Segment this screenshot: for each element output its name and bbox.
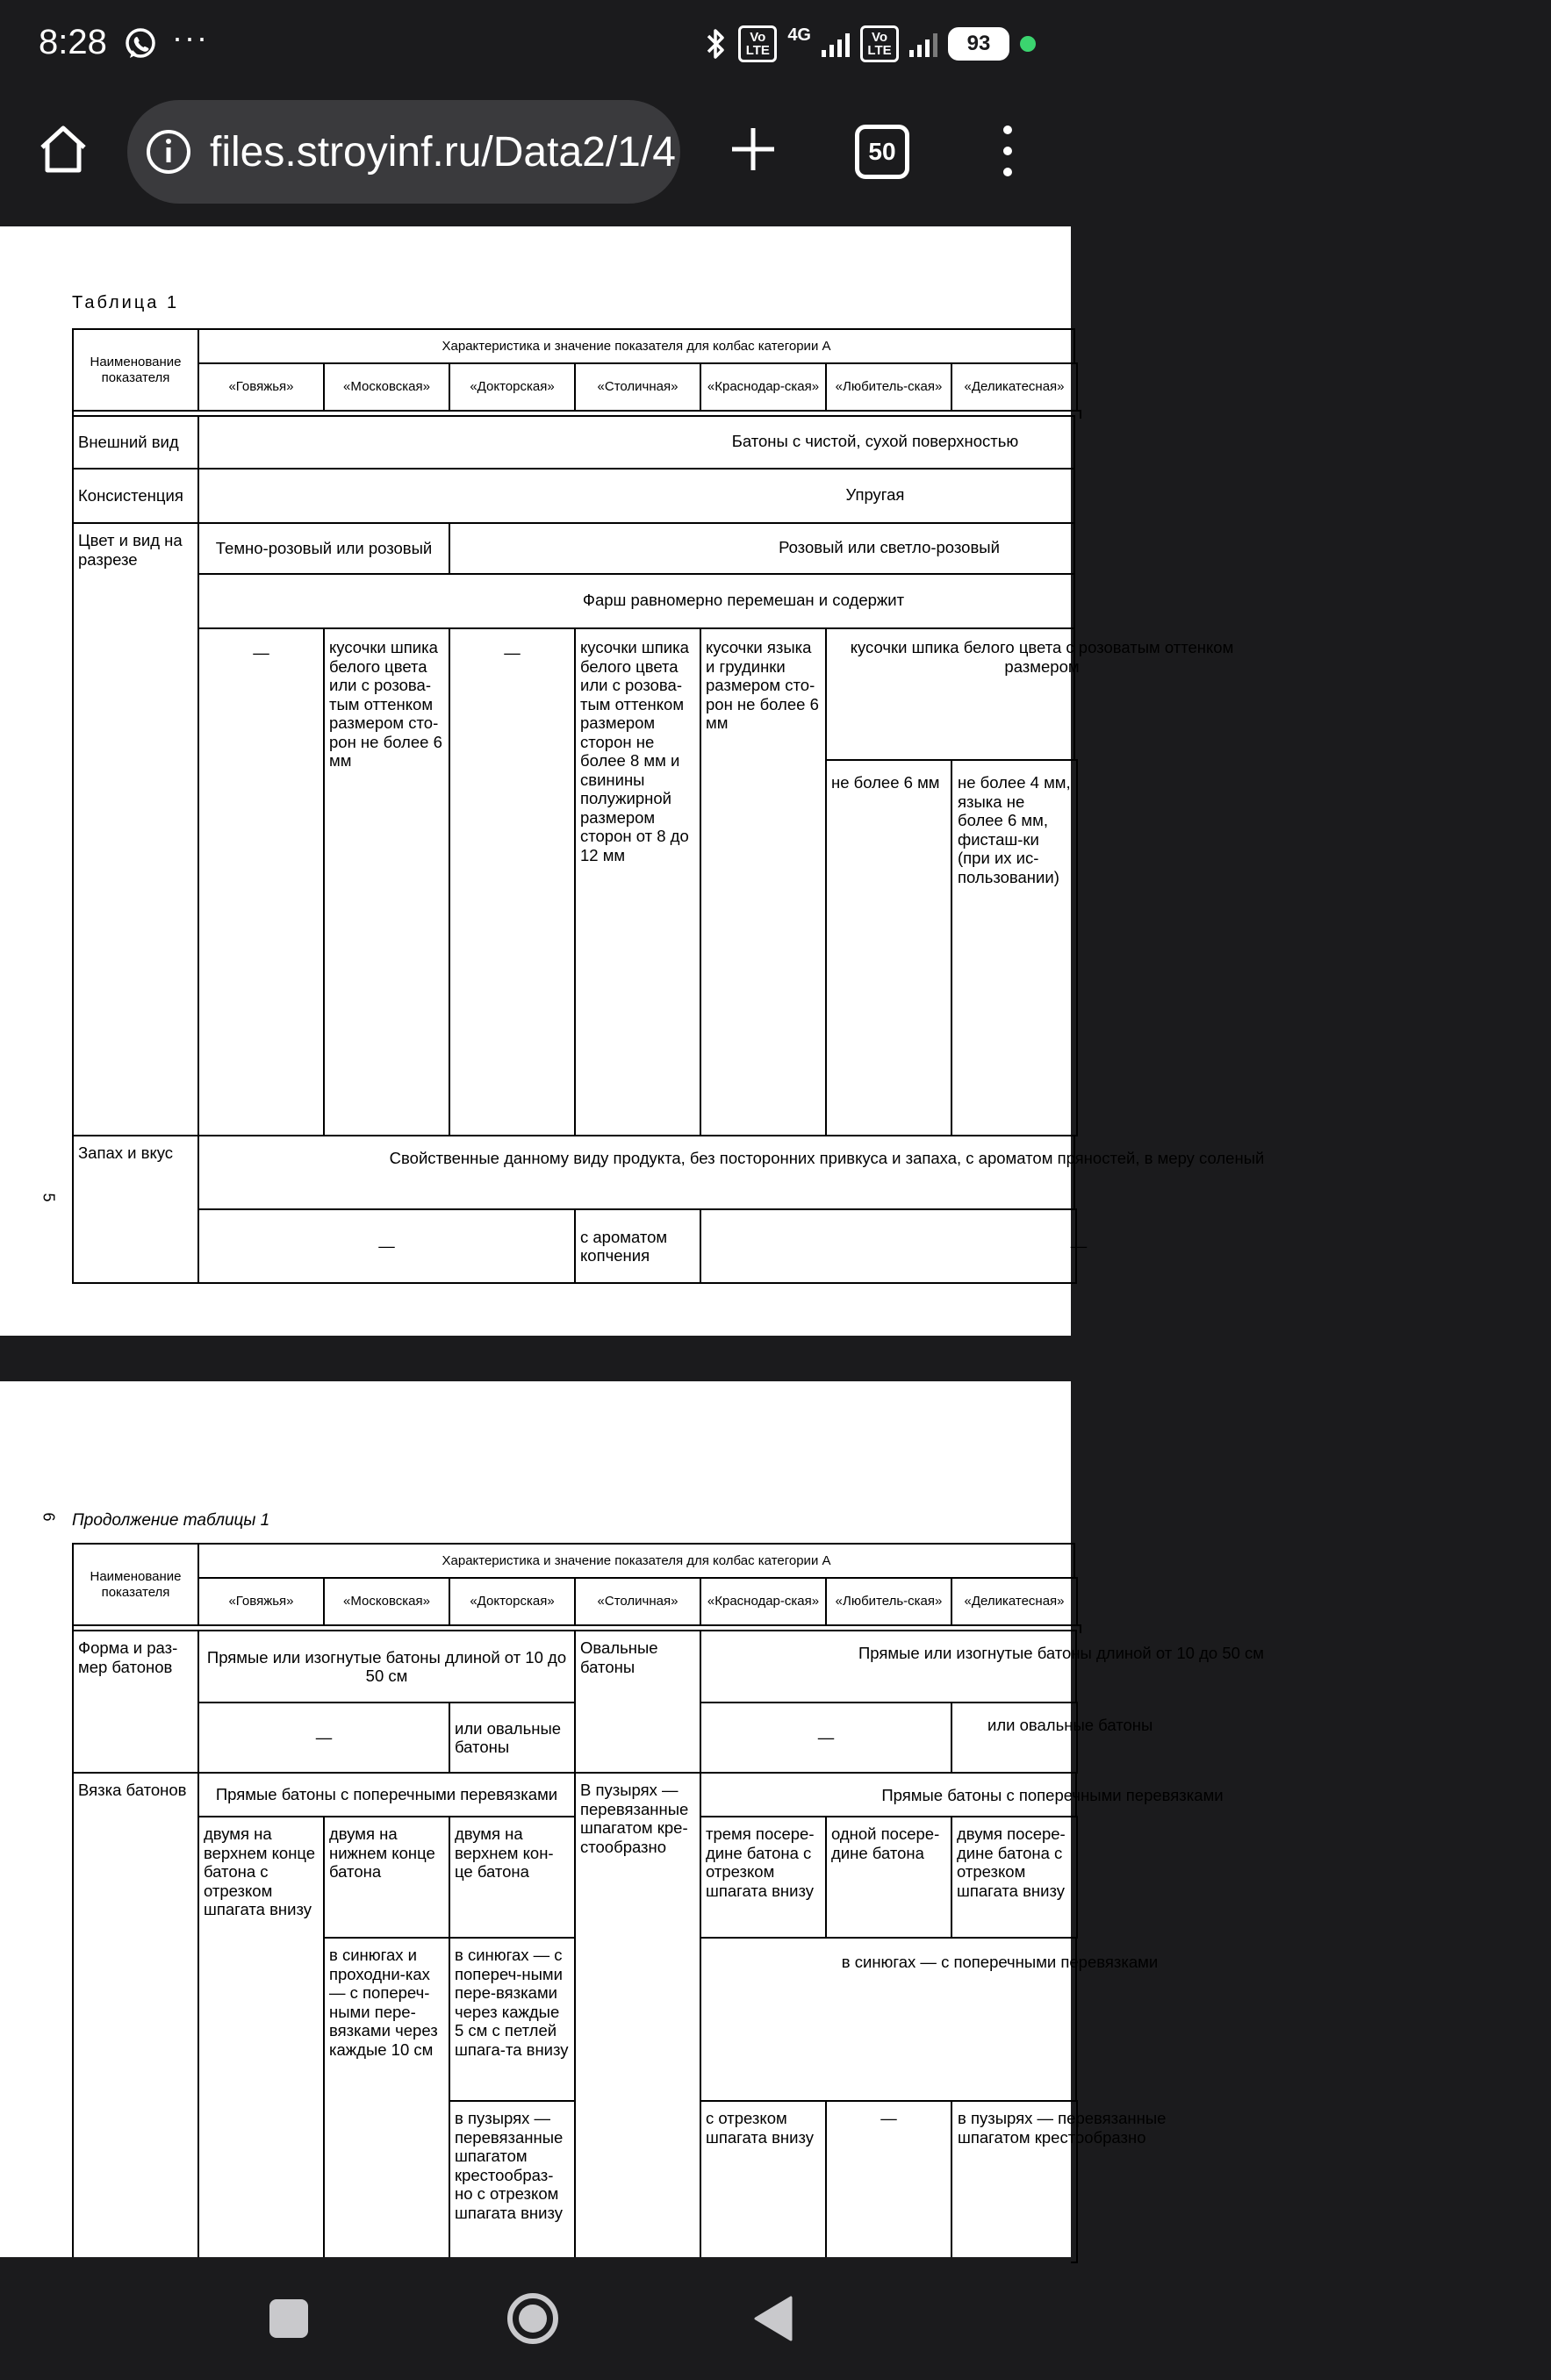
- cell-shape-oval-alt-2: или овальные батоны: [951, 1702, 1078, 1774]
- cell-tie-beef: двумя на верхнем конце батона с отрезком шпагата внизу: [197, 1816, 325, 2263]
- cell-bladder-doctor: в пузырях — перевязанные шпагатом крестообраз-но с отрезком шпагата внизу: [449, 2100, 576, 2263]
- cell-dash: —: [700, 1702, 952, 1774]
- cell-shape-oval: Овальные батоны: [574, 1630, 701, 1774]
- row-value: Упругая: [197, 468, 1075, 524]
- header-name: Наименование показателя: [72, 328, 199, 412]
- header-name: Наименование показателя: [72, 1543, 199, 1626]
- header-col: «Говяжья»: [197, 362, 325, 412]
- header-col: «Говяжья»: [197, 1577, 325, 1626]
- cell-dash: —: [197, 627, 325, 1136]
- cell-dash: —: [700, 1208, 1077, 1284]
- header-col: «Любитель-ская»: [825, 362, 952, 412]
- cell-smell: Свойственные данному виду продукта, без посторонних привкуса и запаха, с ароматом пряностей, в меру соленый: [197, 1135, 1075, 1210]
- system-nav-bar: [0, 2257, 1071, 2380]
- row-label: Запах и вкус: [72, 1135, 199, 1284]
- more-notifications-icon: ···: [172, 19, 209, 55]
- cell-shape: Прямые или изогнутые батоны длиной от 10 до 50 см: [197, 1630, 576, 1703]
- back-icon[interactable]: [750, 2294, 794, 2343]
- status-bar: [0, 0, 1071, 88]
- page-number: 6: [39, 1512, 58, 1522]
- cell-color-light: Розовый или светло-розовый: [449, 522, 1075, 575]
- cell-tie-doctor: двумя на верхнем кон-це батона: [449, 1816, 576, 1939]
- recents-button[interactable]: [269, 2299, 308, 2338]
- page-number: 5: [39, 1193, 58, 1202]
- cell-stolichnaya: кусочки шпика белого цвета или с розова-тым оттенком размером сторон не более 8 мм и свинины полужирной размером сторон от 8 до 12 мм: [574, 627, 701, 1136]
- table-caption: Таблица 1: [72, 293, 180, 312]
- cell-shape-2: Прямые или изогнутые батоны длиной от 10 до 50 см: [700, 1630, 1077, 1703]
- cell-krasnodar: кусочки языка и грудинки размером сто-рон не более 6 мм: [700, 627, 827, 1136]
- header-col: «Московская»: [323, 1577, 450, 1626]
- cell-dash: —: [197, 1702, 450, 1774]
- header-col: «Докторская»: [449, 362, 576, 412]
- header-col: «Краснодар-ская»: [700, 362, 827, 412]
- cell-dash: —: [197, 1208, 576, 1284]
- cell-tie-lubitel: одной посере-дине батона: [825, 1816, 952, 1939]
- cell-bladder-krasnodar: с отрезком шпагата внизу: [700, 2100, 827, 2263]
- volte-badge-2: Vo LTE: [860, 25, 899, 62]
- header-col: «Докторская»: [449, 1577, 576, 1626]
- header-col: «Любитель-ская»: [825, 1577, 952, 1626]
- cell-tie-krasnodar: тремя посере-дине батона с отрезком шпагата внизу: [700, 1816, 827, 1939]
- bluetooth-icon: [705, 26, 728, 61]
- signal-2-icon: [909, 31, 937, 57]
- header-col: «Столичная»: [574, 362, 701, 412]
- cell-lubitel: не более 6 мм: [825, 759, 952, 1136]
- header-col: «Деликатесная»: [951, 1577, 1078, 1626]
- cell-color-dark: Темно-розовый или розовый: [197, 522, 450, 575]
- header-group: Характеристика и значение показателя для колбас категории А: [197, 1543, 1075, 1579]
- cell-tie-delikates: двумя посере-дине батона с отрезком шпагата внизу: [951, 1816, 1078, 1939]
- cell-dash: —: [449, 627, 576, 1136]
- home-icon[interactable]: [37, 123, 90, 176]
- url-text[interactable]: files.stroyinf.ru/Data2/1/4: [210, 128, 676, 176]
- new-tab-icon[interactable]: [725, 121, 781, 177]
- cell-mince: Фарш равномерно перемешан и содержит: [197, 573, 1075, 629]
- volte-badge-1: Vo LTE: [738, 25, 777, 62]
- document-page-6: [0, 1381, 1265, 2257]
- overflow-menu-icon[interactable]: [999, 123, 1016, 179]
- battery-indicator: 93: [948, 27, 1009, 61]
- header-col: «Деликатесная»: [951, 362, 1078, 412]
- cell-smoked: с ароматом копчения: [574, 1208, 701, 1284]
- header-col: «Московская»: [323, 362, 450, 412]
- home-button-icon[interactable]: [506, 2292, 559, 2345]
- status-time: 8:28: [39, 23, 107, 61]
- cell-tie-moscow: двумя на нижнем конце батона: [323, 1816, 450, 1939]
- row-label: Цвет и вид на разрезе: [72, 522, 199, 1136]
- cell-tie-cross: Прямые батоны с поперечными перевязками: [197, 1772, 576, 1817]
- cell-shape-oval-alt: или овальные батоны: [449, 1702, 576, 1774]
- header-group: Характеристика и значение показателя для колбас категории А: [197, 328, 1075, 364]
- cell-casing-span: в синюгах — с поперечными перевязками: [700, 1937, 1077, 2102]
- cell-casing-moscow: в синюгах и проходни-ках — с попереч-ными пере-вязками через каждые 10 см: [323, 1937, 450, 2263]
- header-col: «Столичная»: [574, 1577, 701, 1626]
- row-label: Форма и раз-мер батонов: [72, 1630, 199, 1774]
- whatsapp-icon: [123, 26, 158, 61]
- cell-moscow: кусочки шпика белого цвета или с розова-тым оттенком размером сто-рон не более 6 мм: [323, 627, 450, 1136]
- cell-shpik-span: кусочки шпика белого цвета с розоватым оттенком размером: [825, 627, 1075, 761]
- row-label: Вязка батонов: [72, 1772, 199, 2263]
- row-label: Внешний вид: [72, 415, 199, 470]
- header-col: «Краснодар-ская»: [700, 1577, 827, 1626]
- signal-1-icon: [822, 31, 850, 57]
- row-label: Консистенция: [72, 468, 199, 524]
- privacy-dot-icon: [1020, 36, 1036, 52]
- cell-tie-cross-2: Прямые батоны с поперечными перевязками: [700, 1772, 1077, 1817]
- tab-switcher-button[interactable]: 50: [855, 125, 909, 179]
- document-page-5: [0, 226, 1265, 1336]
- cell-dash: —: [825, 2100, 952, 2263]
- cell-bladder-delikates: в пузырях — перевязанные шпагатом крестообразно: [951, 2100, 1078, 2263]
- cell-tie-stolichnaya: В пузырях — перевязанные шпагатом кре-стообразно: [574, 1772, 701, 2263]
- url-bar[interactable]: [127, 100, 680, 204]
- row-value: Батоны с чистой, сухой поверхностью: [197, 415, 1075, 470]
- info-icon[interactable]: [145, 128, 192, 176]
- cell-casing-doctor: в синюгах — с попереч-ными пере-вязками через каждые 5 см с петлей шпага-та внизу: [449, 1937, 576, 2102]
- table-caption: Продолжение таблицы 1: [72, 1511, 270, 1530]
- browser-toolbar: [0, 88, 1071, 225]
- cell-delikates: не более 4 мм, языка не более 6 мм, фисташ-ки (при их ис-пользовании): [951, 759, 1078, 1136]
- network-type: 4G: [787, 25, 811, 45]
